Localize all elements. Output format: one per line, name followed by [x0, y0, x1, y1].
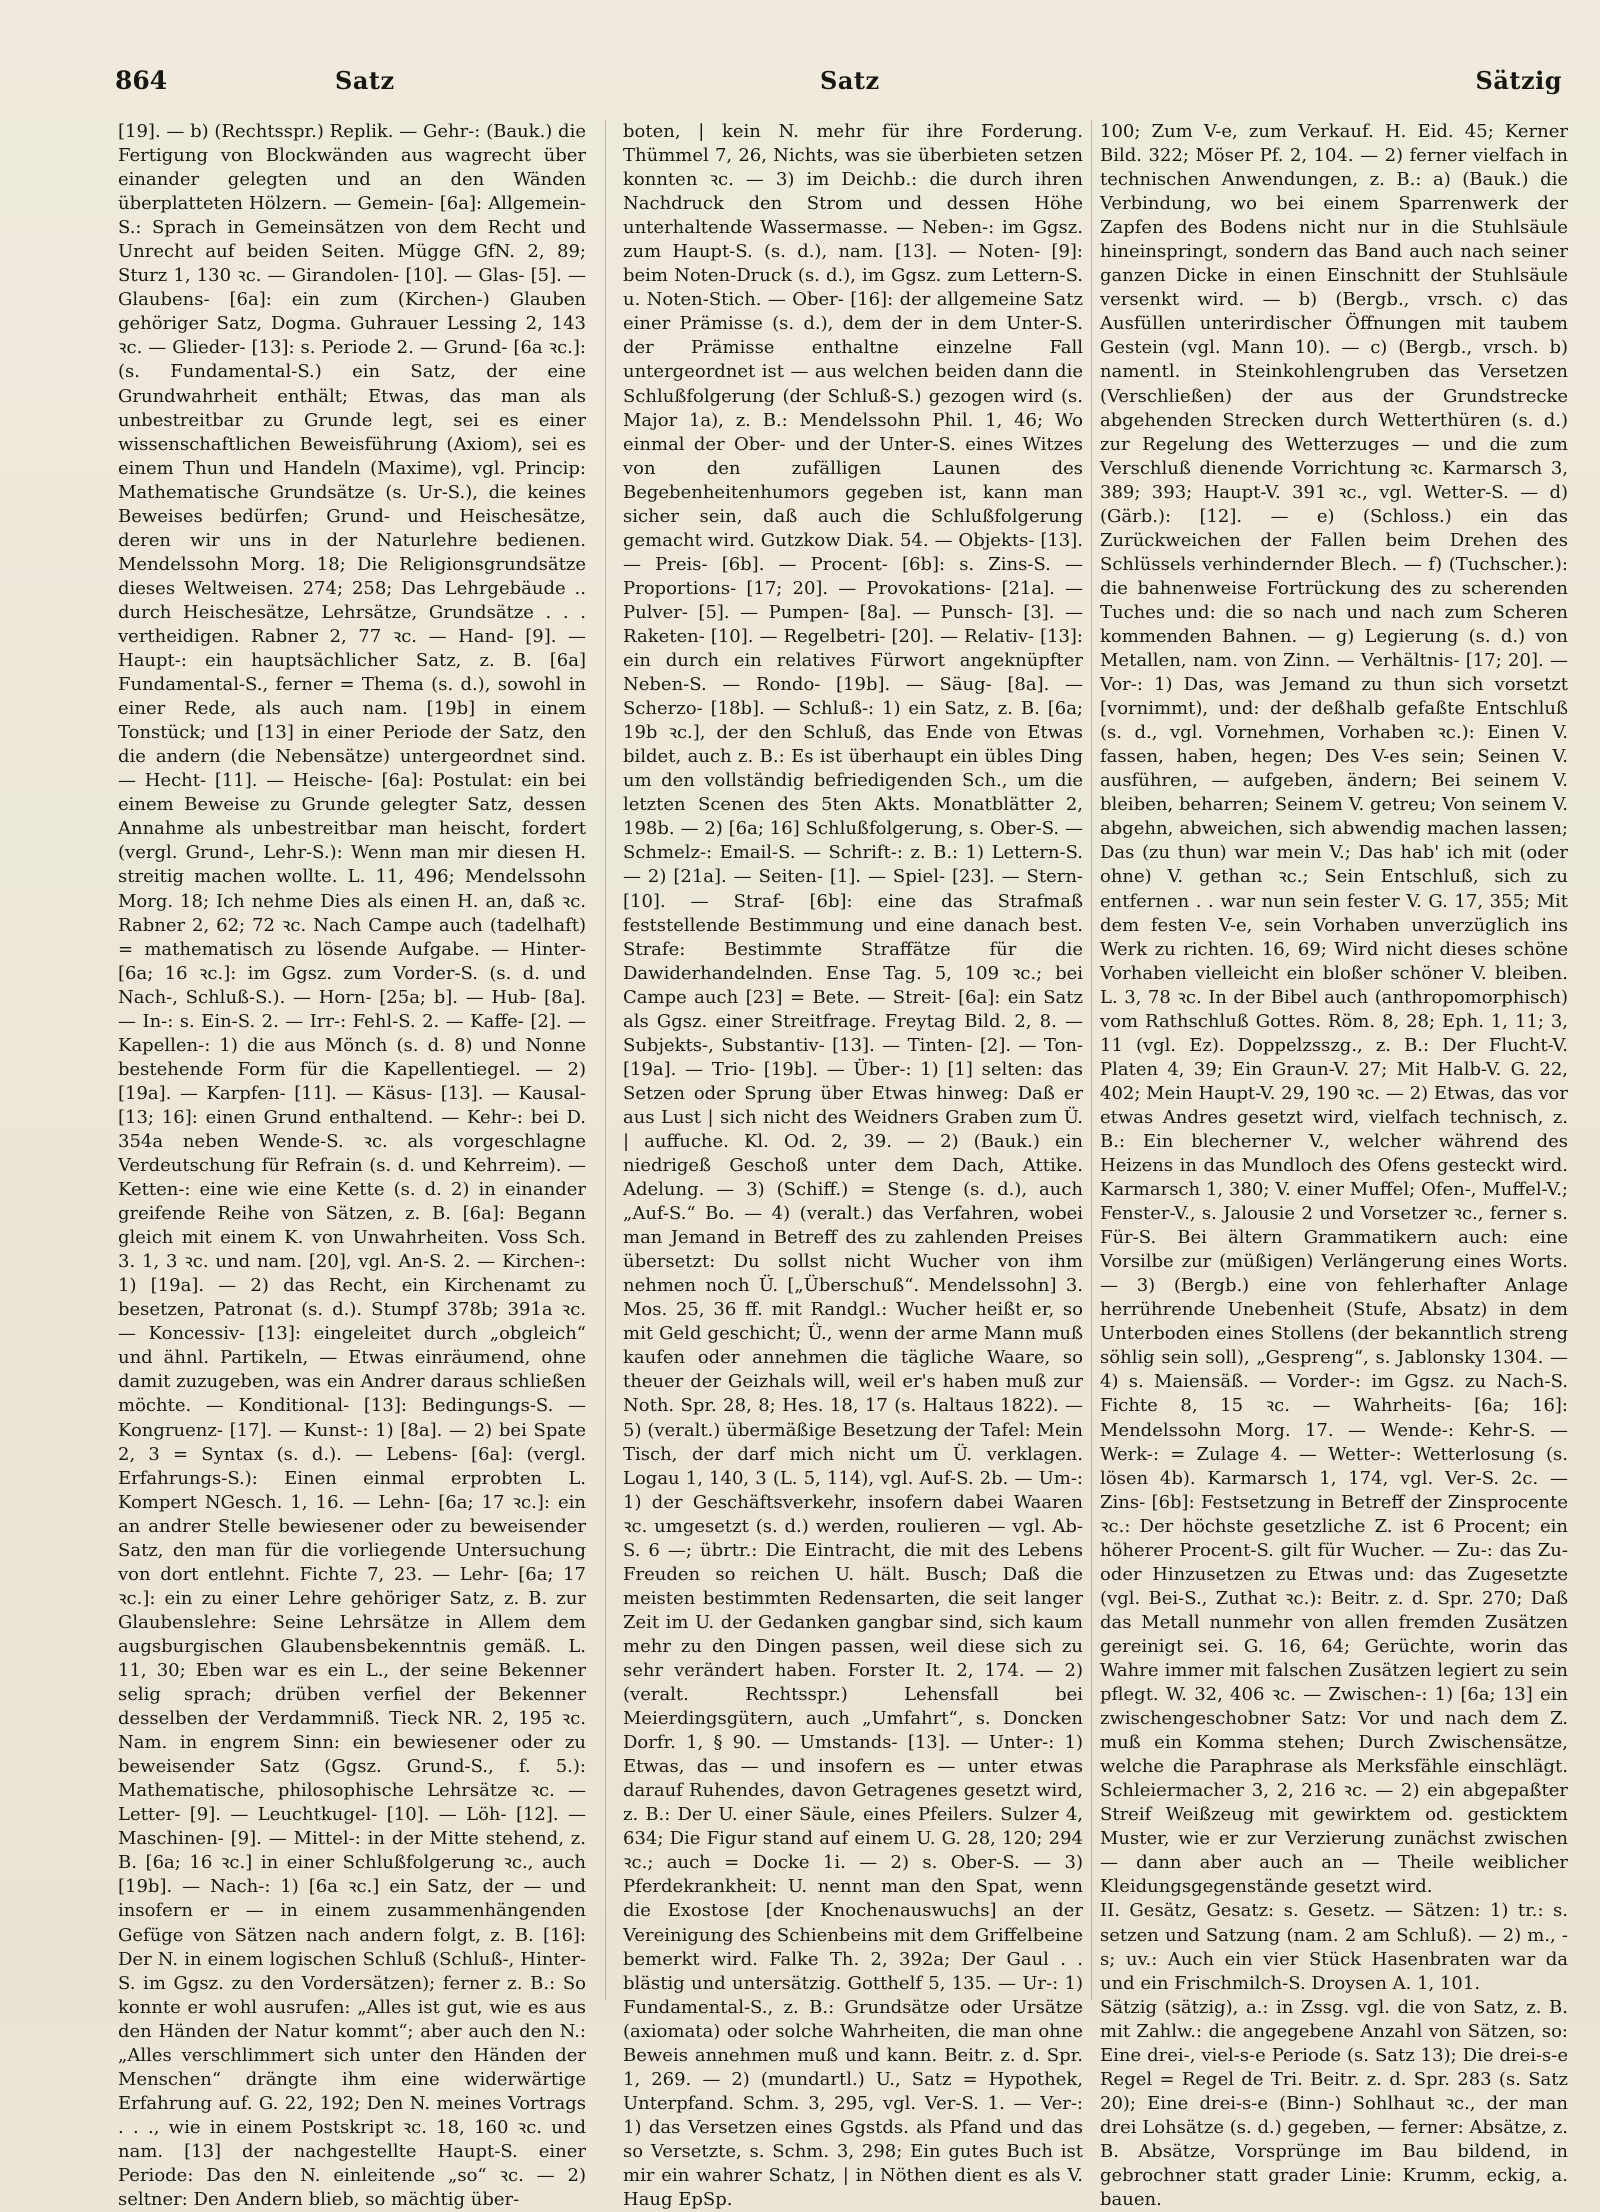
column-divider [605, 120, 606, 2000]
page-header [115, 62, 1562, 110]
column-divider [1091, 120, 1092, 2000]
text-column-3 [1100, 120, 1568, 2211]
column-1-text: [19]. — b) (Rechtsspr.) Replik. — Gehr-: (Bauk.) die Fertigung von Blockwänden aus wagrecht über einander gelegten und an den Wänden überplatteten Hölzern. — Gemein- [6a]: Allgemein-S.: Sprach in Gemeinsätzen von dem Recht und Unrecht auf beiden Seiten. Mügge GfN. 2, 89; Sturz 1, 130 ꝛc. — Girandolen- [10]. — Glas- [5]. — Glaubens- [6a]: ein zum (Kirchen-) Glauben gehöriger Satz, Dogma. Guhrauer Lessing 2, 143 ꝛc. — Glieder- [13]: s. Periode 2. — Grund- [6a ꝛc.]: (s. Fundamental-S.) ein Satz, der eine Grundwahrheit enthält; Etwas, das man als unbestreitbar zu Grunde legt, sei es einer wissenschaftlichen Beweisführung (Axiom), sei es einem Thun und Handeln (Maxime), vgl. Princip: Mathematische Grundsätze (s. Ur-S.), die keines Beweises bedürfen; Grund- und Heischesätze, deren wir uns in der Naturlehre bedienen. Mendelssohn Morg. 18; Die Religionsgrundsätze dieses Weltweisen. 274; 258; Das Lehrgebäude .. durch Heischesätze, Lehrsätze, Grundsätze . . . vertheidigen. Rabner 2, 77 ꝛc. — Hand- [9]. — Haupt-: ein hauptsächlicher Satz, z. B. [6a] Fundamental-S., ferner = Thema (s. d.), sowohl in einer Rede, als auch nam. [19b] in einem Tonstück; und [13] in einer Periode der Satz, den die andern (die Nebensätze) untergeordnet sind. — Hecht- [11]. — Heische- [6a]: Postulat: ein bei einem Beweise zu Grunde gelegter Satz, dessen Annahme als unbestreitbar man heischt, fordert (vergl. Grund-, Lehr-S.): Wenn man mir diesen H. streitig machen wollte. L. 11, 496; Mendelssohn Morg. 18; Ich nehme Dies als einen H. an, daß ꝛc. Rabner 2, 62; 72 ꝛc. Nach Campe auch (tadelhaft) = mathematisch zu lösende Aufgabe. — Hinter- [6a; 16 ꝛc.]: im Ggsz. zum Vorder-S. (s. d. und Nach-, Schluß-S.). — Horn- [25a; b]. — Hub- [8a]. — In-: s. Ein-S. 2. — Irr-: Fehl-S. 2. — Kaffe- [2]. — Kapellen-: 1) die aus Mönch (s. d. 8) und Nonne bestehende Form für die Kapellentiegel. — 2) [19a]. — Karpfen- [11]. — Käsus- [13]. — Kausal- [13; 16]: einen Grund enthaltend. — Kehr-: bei D. 354a neben Wende-S. ꝛc. als vorgeschlagne Verdeutschung für Refrain (s. d. und Kehrreim). — Ketten-: eine wie eine Kette (s. d. 2) in einander greifende Reihe von Sätzen, z. B. [6a]: Begann gleich mit einem K. von Unwahrheiten. Voss Sch. 3. 1, 3 ꝛc. und nam. [20], vgl. An-S. 2. — Kirchen-: 1) [19a]. — 2) das Recht, ein Kirchenamt zu besetzen, Patronat (s. d.). Stumpf 378b; 391a ꝛc. — Koncessiv- [13]: eingeleitet durch „obgleich“ und ähnl. Partikeln, — Etwas einräumend, ohne damit zuzugeben, was ein Andrer daraus schließen möchte. — Konditional- [13]: Bedingungs-S. — Kongruenz- [17]. — Kunst-: 1) [8a]. — 2) bei Spate 2, 3 = Syntax (s. d.). — Lebens- [6a]: (vergl. Erfahrungs-S.): Einen einmal erprobten L. Kompert NGesch. 1, 16. — Lehn- [6a; 17 ꝛc.]: ein an andrer Stelle bewiesener oder zu beweisender Satz, den man für die vorliegende Untersuchung von dort entlehnt. Fichte 7, 23. — Lehr- [6a; 17 ꝛc.]: ein zu einer Lehre gehöriger Satz, z. B. zur Glaubenslehre: Seine Lehrsätze in Allem dem augsburgischen Glaubensbekenntnis gemäß. L. 11, 30; Eben war es ein L., der seine Bekenner selig sprach; drüben verfiel der Bekenner desselben der Verdammniß. Tieck NR. 2, 195 ꝛc. Nam. in engrem Sinn: ein bewiesener oder zu beweisender Satz (Ggsz. Grund-S., f. 5.): Mathematische, philosophische Lehrsätze ꝛc. — Letter- [9]. — Leuchtkugel- [10]. — Löh- [12]. — Maschinen- [9]. — Mittel-: in der Mitte stehend, z. B. [6a; 16 ꝛc.] in einer Schlußfolgerung ꝛc., auch [19b]. — Nach-: 1) [6a ꝛc.] ein Satz, der — und insofern er — in einem zusammenhängenden Gefüge von Sätzen nach andern folgt, z. B. [16]: Der N. in einem logischen Schluß (Schluß-, Hinter-S. im Ggsz. zu den Vordersätzen); ferner z. B.: So konnte er wohl ausrufen: „Alles ist gut, wie es aus den Händen der Natur kommt“; aber auch den N.: „Alles verschlimmert sich unter den Händen der Menschen“ drängte ihm eine widerwärtige Erfahrung auf. G. 22, 192; Den N. meines Vortrags . . ., wie in einem Postskript ꝛc. 18, 160 ꝛc. und nam. [13] der nachgestellte Haupt-S. einer Periode: Das den N. einleitende „so“ ꝛc. — 2) seltner: Den Andern blieb, so mächtig über- [118, 121, 586, 2211]
text-column-2 [623, 120, 1083, 2211]
page-number: 864 [115, 66, 168, 95]
column-2-text: boten, | kein N. mehr für ihre Forderung. Thümmel 7, 26, Nichts, was sie überbieten setzen konnten ꝛc. — 3) im Deichb.: die durch ihren Nachdruck den Strom und dessen Höhe unterhaltende Wassermasse. — Neben-: im Ggsz. zum Haupt-S. (s. d.), nam. [13]. — Noten- [9]: beim Noten-Druck (s. d.), im Ggsz. zum Lettern-S. u. Noten-Stich. — Ober- [16]: der allgemeine Satz einer Prämisse (s. d.), dem der in dem Unter-S. der Prämisse enthaltne einzelne Fall untergeordnet ist — aus welchen beiden dann die Schlußfolgerung (der Schluß-S.) gezogen wird (s. Major 1a), z. B.: Mendelssohn Phil. 1, 46; Wo einmal der Ober- und der Unter-S. eines Witzes von den zufälligen Launen des Begebenheitenhumors gegeben ist, kann man sicher sein, daß auch die Schlußfolgerung gemacht wird. Gutzkow Diak. 54. — Objekts- [13]. — Preis- [6b]. — Procent- [6b]: s. Zins-S. — Proportions- [17; 20]. — Provokations- [21a]. — Pulver- [5]. — Pumpen- [8a]. — Punsch- [3]. — Raketen- [10]. — Regelbetri- [20]. — Relativ- [13]: ein durch ein relatives Fürwort angeknüpfter Neben-S. — Rondo- [19b]. — Säug- [8a]. — Scherzo- [18b]. — Schluß-: 1) ein Satz, z. B. [6a; 19b ꝛc.], der den Schluß, das Ende von Etwas bildet, auch z. B.: Es ist überhaupt ein übles Ding um den vollständig befriedigenden Sch., um die letzten Scenen des 5ten Akts. Monatblätter 2, 198b. — 2) [6a; 16] Schlußfolgerung, s. Ober-S. — Schmelz-: Email-S. — Schrift-: z. B.: 1) Lettern-S. — 2) [21a]. — Seiten- [1]. — Spiel- [23]. — Stern- [10]. — Straf- [6b]: eine das Strafmaß feststellende Bestimmung und eine danach best. Strafe: Bestimmte Straffätze für die Dawiderhandelnden. Ense Tag. 5, 109 ꝛc.; bei Campe auch [23] = Bete. — Streit- [6a]: ein Satz als Ggsz. einer Streitfrage. Freytag Bild. 2, 8. — Subjekts-, Substantiv- [13]. — Tinten- [2]. — Ton- [19a]. — Trio- [19b]. — Über-: 1) [1] selten: das Setzen oder Sprung über Etwas hinweg: Daß er aus Lust | sich nicht des Weidners Graben zum Ü. | auffuche. Kl. Od. 2, 39. — 2) (Bauk.) ein niedrigeß Geschoß unter dem Dach, Attike. Adelung. — 3) (Schiff.) = Stenge (s. d.), auch „Auf-S.“ Bo. — 4) (veralt.) das Verfahren, wobei man Jemand in Betreff des zu zahlenden Preises übersetzt: Du sollst nicht Wucher von ihm nehmen noch Ü. [„Überschuß“. Mendelssohn] 3. Mos. 25, 36 ff. mit Randgl.: Wucher heißt er, so mit Geld geschicht; Ü., wenn der arme Mann muß kaufen oder annehmen die tägliche Waare, so theuer der Geizhals will, weil er's haben muß zur Noth. Spr. 28, 8; Hes. 18, 17 (s. Haltaus 1822). — 5) (veralt.) übermäßige Besetzung der Tafel: Mein Tisch, der darf mich nicht um Ü. verklagen. Logau 1, 140, 3 (L. 5, 114), vgl. Auf-S. 2b. — Um-: 1) der Geschäftsverkehr, insofern dabei Waaren ꝛc. umgesetzt (s. d.) werden, roulieren — vgl. Ab-S. 6 —; übrtr.: Die Eintracht, die mit des Lebens Freuden so reichen U. hält. Busch; Daß die meisten bestimmten Redensarten, die seit langer Zeit im U. der Gedanken gangbar sind, sich kaum mehr zu den Dingen passen, weil diese sich zu sehr verändert haben. Forster It. 2, 174. — 2) (veralt. Rechtsspr.) Lehensfall bei Meierdingsgütern, auch „Umfahrt“, s. Doncken Dorfr. 1, § 90. — Umstands- [13]. — Unter-: 1) Etwas, das — und insofern es — unter etwas darauf Ruhendes, davon Getragenes gesetzt wird, z. B.: Der U. einer Säule, eines Pfeilers. Sulzer 4, 634; Die Figur stand auf einem U. G. 28, 120; 294 ꝛc.; auch = Docke 1i. — 2) s. Ober-S. — 3) Pferdekrankheit: U. nennt man den Spat, wenn die Exostose [der Knochenauswuchs] an der Vereinigung des Schienbeins mit dem Griffelbeine bemerkt wird. Falke Th. 2, 392a; Der Gaul . . blästig und untersätzig. Gotthelf 5, 135. — Ur-: 1) Fundamental-S., z. B.: Grundsätze oder Ursätze (axiomata) oder solche Wahrheiten, die man ohne Beweis annehmen muß und kann. Beitr. z. d. Spr. 1, 269. — 2) (mundartl.) U., Satz = Hypothek, Unterpfand. Schm. 3, 295, vgl. Ver-S. 1. — Ver-: 1) das Versetzen eines Ggstds. als Pfand und das so Versetzte, s. Schm. 3, 298; Ein gutes Buch ist mir ein wahrer Schatz, | in Nöthen dient es als V. Haug EpSp. [623, 121, 1083, 2211]
text-column-1 [118, 120, 586, 2211]
running-head-middle: Satz [820, 66, 880, 95]
column-3-text: 100; Zum V-e, zum Verkauf. H. Eid. 45; Kerner Bild. 322; Möser Pf. 2, 104. — 2) ferner vielfach in technischen Anwendungen, z. B.: a) (Bauk.) die Verbindung, wo bei einem Sparrenwerk der Zapfen des Bodens nicht nur in die Stuhlsäule hineinspringt, sondern das Band auch nach seiner ganzen Dicke in einen Einschnitt der Stuhlsäule versenkt wird. — b) (Bergb., vrsch. c) das Ausfüllen unterirdischer Öffnungen mit taubem Gestein (vgl. Mann 10). — c) (Bergb., vrsch. b) namentl. in Steinkohlengruben das Versetzen (Verschließen) der aus der Grundstrecke abgehenden Strecken durch Wetterthüren (s. d.) zur Regelung des Wetterzuges — und die zum Verschluß dienende Vorrichtung ꝛc. Karmarsch 3, 389; 393; Haupt-V. 391 ꝛc., vgl. Wetter-S. — d) (Gärb.): [12]. — e) (Schloss.) ein das Zurückweichen der Fallen beim Drehen des Schlüssels verhindernder Blech. — f) (Tuchscher.): die bahnenweise Fortrückung des zu scherenden Tuches und: die so nach und nach zum Scheren kommenden Bahnen. — g) Legierung (s. d.) von Metallen, nam. von Zinn. — Verhältnis- [17; 20]. — Vor-: 1) Das, was Jemand zu thun sich vorsetzt [vornimmt), und: der deßhalb gefaßte Entschluß (s. d., vgl. Vornehmen, Vorhaben ꝛc.): Einen V. fassen, haben, hegen; Des V-es sein; Seinen V. ausführen, — aufgeben, ändern; Bei seinem V. bleiben, beharren; Seinem V. getreu; Von seinem V. abgehn, abweichen, sich abwendig machen lassen; Das (zu thun) war mein V.; Das hab' ich mit (oder ohne) V. gethan ꝛc.; Sein Entschluß, sich zu entfernen . . war nun sein fester V. G. 17, 355; Mit dem festen V-e, sein Vorhaben unverzüglich ins Werk zu richten. 16, 69; Wird nicht dieses schöne Vorhaben vielleicht ein bloßer schöner V. bleiben. L. 3, 78 ꝛc. In der Bibel auch (anthropomorphisch) vom Rathschluß Gottes. Röm. 8, 28; Eph. 1, 11; 3, 11 (vgl. Ez). Doppelzsszg., z. B.: Der Flucht-V. Platen 4, 39; Ein Graun-V. 27; Mit Halb-V. G. 22, 402; Mein Haupt-V. 29, 190 ꝛc. — 2) Etwas, das vor etwas Andres gesetzt wird, vielfach technisch, z. B.: Ein blecherner V., welcher während des Heizens in das Mundloch des Ofens gesteckt wird. Karmarsch 1, 380; V. einer Muffel; Ofen-, Muffel-V.; Fenster-V., s. Jalousie 2 und Vorsetzer ꝛc., ferner s. Für-S. Bei ältern Grammatikern auch: eine Vorsilbe zur (müßigen) Verlängerung eines Worts. — 3) (Bergb.) eine von fehlerhafter Anlage herrührende Unebenheit (Stufe, Absatz) in dem Unterboden eines Stollens (der bekanntlich streng söhlig sein soll), „Gespreng“, s. Jablonsky 1304. — 4) s. Maiensäß. — Vorder-: im Ggsz. zu Nach-S. Fichte 8, 15 ꝛc. — Wahrheits- [6a; 16]: Mendelssohn Morg. 17. — Wende-: Kehr-S. — Werk-: = Zulage 4. — Wetter-: Wetterlosung (s. lösen 4b). Karmarsch 1, 174, vgl. Ver-S. 2c. — Zins- [6b]: Festsetzung in Betreff der Zinsprocente ꝛc.: Der höchste gesetzliche Z. ist 6 Procent; ein höherer Procent-S. gilt für Wucher. — Zu-: das Zu- oder Hinzusetzen zu Etwas und: das Zugesetzte (vgl. Bei-S., Zuthat ꝛc.): Beitr. z. d. Spr. 270; Daß das Metall nunmehr von allen fremden Zusätzen gereinigt sei. G. 16, 64; Gerüchte, worin das Wahre immer mit falschen Zusätzen legiert zu sein pflegt. W. 32, 406 ꝛc. — Zwischen-: 1) [6a; 13] ein zwischengeschobner Satz: Vor und nach dem Z. muß ein Komma stehen; Durch Zwischensätze, welche die Paraphrase als Merksfähle einschlägt. Schleiermacher 3, 2, 216 ꝛc. — 2) ein abgepaßter Streif Weißzeug mit gewirktem od. gesticktem Muster, wie er zur Verzierung zunächst zwischen — dann aber auch an — Theile weiblicher Kleidungsgegenstände gesetzt wird. II. Gesätz, Gesatz: s. Gesetz. — Sätzen: 1) tr.: s. setzen und Satzung (nam. 2 am Schluß). — 2) m., -s; uv.: Auch ein vier Stück Hasenbraten war da und ein Frischmilch-S. Droysen A. 1, 101. Sätzig (sätzig), a.: in Zssg. vgl. die von Satz, z. B. mit Zahlw.: die angegebene Anzahl von Sätzen, so: Eine drei-, viel-s-e Periode (s. Satz 13); Die drei-s-e Regel = Regel de Tri. Beitr. z. d. Spr. 283 (s. Satz 20); Eine drei-s-e (Binn-) Sohlhaut ꝛc., der man drei Lohsätze (s. d.) gegeben, — ferner: Absätze, z. B. Absätze, Vorsprünge im Bau bildend, in gebrochner statt grader Linie: Krumm, eckig, a. bauen. [1100, 121, 1568, 2211]
running-head-left: Satz [335, 66, 395, 95]
running-head-right: Sätzig [1475, 66, 1562, 95]
text-columns [118, 120, 1568, 2211]
